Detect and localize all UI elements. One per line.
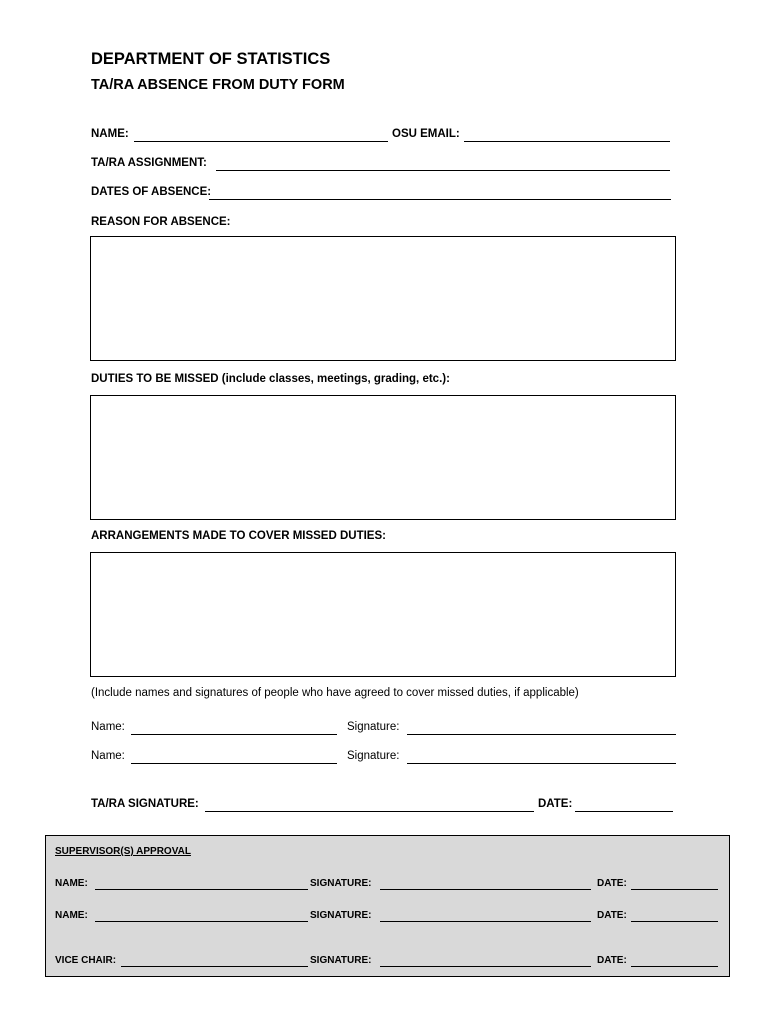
supervisor-date-field[interactable] — [631, 879, 718, 890]
supervisor-name-label: NAME: — [55, 878, 88, 889]
dates-label: DATES OF ABSENCE: — [91, 186, 212, 198]
tara-signature-label: TA/RA SIGNATURE: — [91, 798, 199, 810]
supervisor-approval-section — [45, 835, 730, 977]
supervisor-name-label: NAME: — [55, 910, 88, 921]
assignment-label: TA/RA ASSIGNMENT: — [91, 157, 207, 169]
tara-date-label: DATE: — [538, 798, 573, 810]
osu-email-label: OSU EMAIL: — [392, 128, 460, 140]
cover-note: (Include names and signatures of people who have agreed to cover missed duties, if applicable) — [91, 687, 579, 699]
cover-name-label: Name: — [91, 721, 125, 733]
tara-signature-field[interactable] — [205, 799, 534, 812]
cover-name-label: Name: — [91, 750, 125, 762]
cover-signature-label: Signature: — [347, 721, 400, 733]
vice-chair-date-field[interactable] — [631, 956, 718, 967]
supervisor-name-field[interactable] — [95, 911, 308, 922]
vice-chair-signature-field[interactable] — [380, 956, 591, 967]
supervisor-approval-title: SUPERVISOR(S) APPROVAL — [55, 846, 191, 857]
vice-chair-signature-label: SIGNATURE: — [310, 955, 372, 966]
assignment-field[interactable] — [216, 158, 670, 171]
reason-textarea[interactable] — [90, 236, 676, 361]
supervisor-date-label: DATE: — [597, 910, 627, 921]
tara-date-field[interactable] — [575, 799, 673, 812]
vice-chair-date-label: DATE: — [597, 955, 627, 966]
supervisor-name-field[interactable] — [95, 879, 308, 890]
name-label: NAME: — [91, 128, 129, 140]
form-department-title: DEPARTMENT OF STATISTICS — [91, 50, 331, 68]
cover-signature-field[interactable] — [407, 722, 676, 735]
osu-email-field[interactable] — [464, 129, 670, 142]
arrangements-textarea[interactable] — [90, 552, 676, 677]
supervisor-signature-label: SIGNATURE: — [310, 878, 372, 889]
cover-signature-label: Signature: — [347, 750, 400, 762]
duties-label: DUTIES TO BE MISSED (include classes, meetings, grading, etc.): — [91, 373, 450, 385]
supervisor-signature-field[interactable] — [380, 911, 591, 922]
arrangements-label: ARRANGEMENTS MADE TO COVER MISSED DUTIES: — [91, 530, 386, 542]
vice-chair-name-field[interactable] — [121, 956, 308, 967]
reason-label: REASON FOR ABSENCE: — [91, 216, 231, 228]
cover-signature-field[interactable] — [407, 751, 676, 764]
cover-name-field[interactable] — [131, 751, 337, 764]
dates-field[interactable] — [209, 187, 671, 200]
form-title: TA/RA ABSENCE FROM DUTY FORM — [91, 77, 345, 93]
vice-chair-label: VICE CHAIR: — [55, 955, 117, 966]
name-field[interactable] — [134, 129, 388, 142]
supervisor-signature-label: SIGNATURE: — [310, 910, 372, 921]
cover-name-field[interactable] — [131, 722, 337, 735]
supervisor-date-label: DATE: — [597, 878, 627, 889]
duties-textarea[interactable] — [90, 395, 676, 520]
supervisor-date-field[interactable] — [631, 911, 718, 922]
supervisor-signature-field[interactable] — [380, 879, 591, 890]
